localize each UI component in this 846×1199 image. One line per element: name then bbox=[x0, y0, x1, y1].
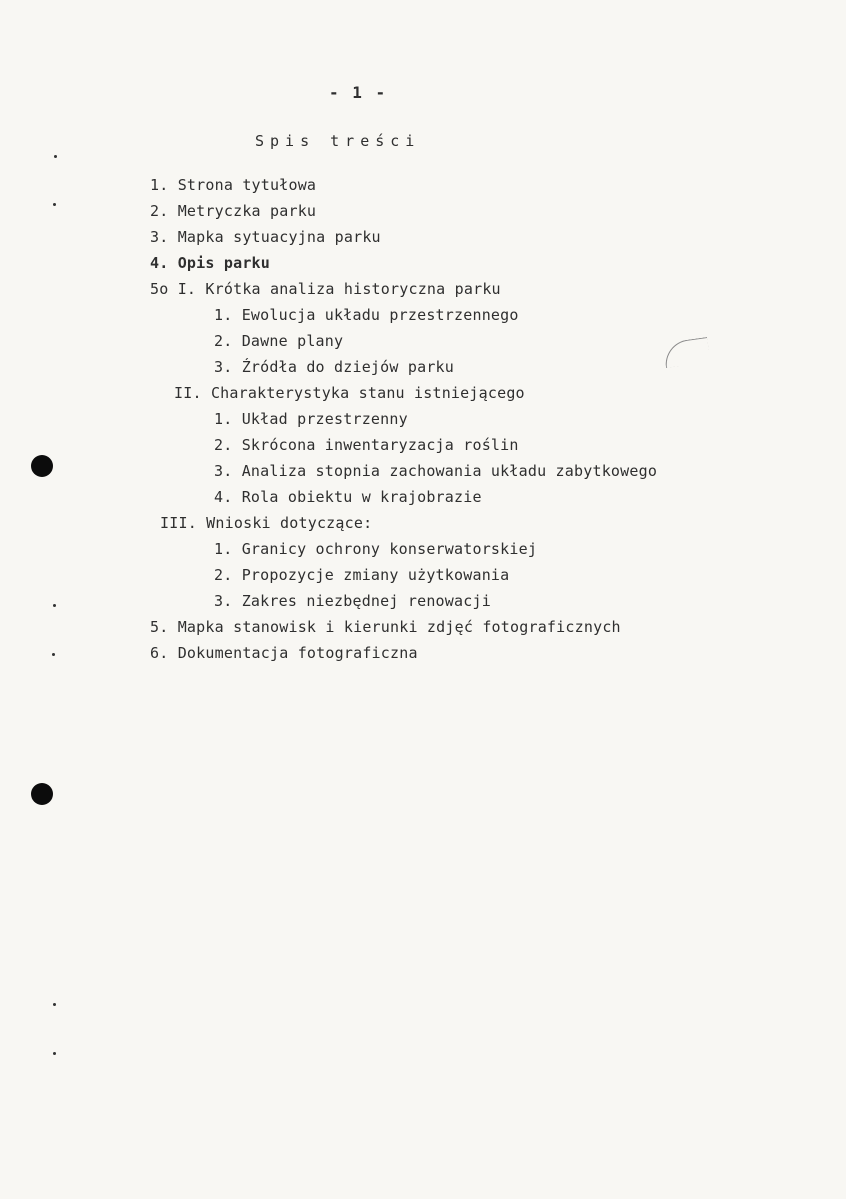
toc-item-text: Układ przestrzenny bbox=[241, 410, 408, 428]
toc-item-number: 1. bbox=[150, 176, 169, 194]
toc-subitem bbox=[214, 540, 537, 558]
toc-subitem bbox=[214, 592, 491, 610]
toc-item-number: II. bbox=[174, 384, 202, 402]
speck-mark bbox=[53, 604, 56, 607]
speck-mark bbox=[54, 155, 57, 158]
toc-item-text: Skrócona inwentaryzacja roślin bbox=[241, 436, 519, 454]
toc-item-text: Opis parku bbox=[177, 254, 271, 272]
toc-item-number: 1. bbox=[214, 410, 233, 428]
toc-subitem bbox=[214, 436, 519, 454]
toc-item bbox=[150, 254, 270, 272]
toc-subitem bbox=[214, 462, 657, 480]
toc-item-text: Dawne plany bbox=[241, 332, 344, 350]
toc-item bbox=[150, 176, 316, 194]
toc-subitem bbox=[214, 566, 509, 584]
toc-item-text: Granicy ochrony konserwatorskiej bbox=[241, 540, 538, 558]
toc-item-number: 5o I. bbox=[150, 280, 197, 298]
speck-mark bbox=[53, 1003, 56, 1006]
page-number: - 1 - bbox=[329, 83, 388, 102]
speck-mark bbox=[53, 203, 56, 206]
toc-item bbox=[150, 644, 418, 662]
toc-item-text: Wnioski dotyczące: bbox=[206, 514, 373, 532]
toc-item-text: Analiza stopnia zachowania układu zabytkowego bbox=[241, 462, 658, 480]
toc-subitem bbox=[214, 358, 454, 376]
pencil-mark bbox=[662, 337, 710, 368]
speck-mark bbox=[52, 653, 55, 656]
toc-item-number: III. bbox=[160, 514, 197, 532]
toc-item bbox=[150, 280, 501, 298]
toc-item-number: 5. bbox=[150, 618, 169, 636]
toc-item-number: 3. bbox=[150, 228, 169, 246]
toc-item-text: Metryczka parku bbox=[177, 202, 317, 220]
toc-item-number: 6. bbox=[150, 644, 169, 662]
toc-item bbox=[150, 618, 621, 636]
toc-item-number: 3. bbox=[214, 358, 233, 376]
toc-title: Spis treści bbox=[255, 132, 421, 150]
toc-item-text: Rola obiektu w krajobrazie bbox=[241, 488, 482, 506]
toc-item-number: 3. bbox=[214, 592, 233, 610]
toc-subitem bbox=[214, 306, 519, 324]
toc-item-number: 2. bbox=[214, 332, 233, 350]
toc-item-number: 1. bbox=[214, 306, 233, 324]
toc-item-text: Krótka analiza historyczna parku bbox=[205, 280, 501, 298]
toc-item-text: Zakres niezbędnej renowacji bbox=[241, 592, 491, 610]
toc-item bbox=[174, 384, 525, 402]
toc-item-text: Mapka stanowisk i kierunki zdjęć fotograficznych bbox=[177, 618, 621, 636]
toc-subitem bbox=[214, 488, 482, 506]
toc-item-number: 3. bbox=[214, 462, 233, 480]
toc-item-number: 1. bbox=[214, 540, 233, 558]
toc-item-text: Dokumentacja fotograficzna bbox=[177, 644, 418, 662]
toc-subitem bbox=[214, 410, 408, 428]
toc-item-text: Charakterystyka stanu istniejącego bbox=[210, 384, 525, 402]
toc-item-text: Mapka sytuacyjna parku bbox=[177, 228, 381, 246]
toc-item-text: Propozycje zmiany użytkowania bbox=[241, 566, 510, 584]
speck-mark bbox=[53, 1052, 56, 1055]
toc-item-text: Strona tytułowa bbox=[177, 176, 317, 194]
punch-hole bbox=[31, 783, 53, 805]
toc-item-number: 2. bbox=[214, 436, 233, 454]
toc-item-number: 2. bbox=[150, 202, 169, 220]
toc-item bbox=[160, 514, 372, 532]
toc-item bbox=[150, 202, 316, 220]
toc-item-number: 2. bbox=[214, 566, 233, 584]
toc-subitem bbox=[214, 332, 343, 350]
toc-item bbox=[150, 228, 381, 246]
toc-item-number: 4. bbox=[214, 488, 233, 506]
toc-item-text: Ewolucja układu przestrzennego bbox=[241, 306, 519, 324]
toc-item-text: Źródła do dziejów parku bbox=[241, 358, 455, 376]
toc-item-number: 4. bbox=[150, 254, 169, 272]
punch-hole bbox=[31, 455, 53, 477]
